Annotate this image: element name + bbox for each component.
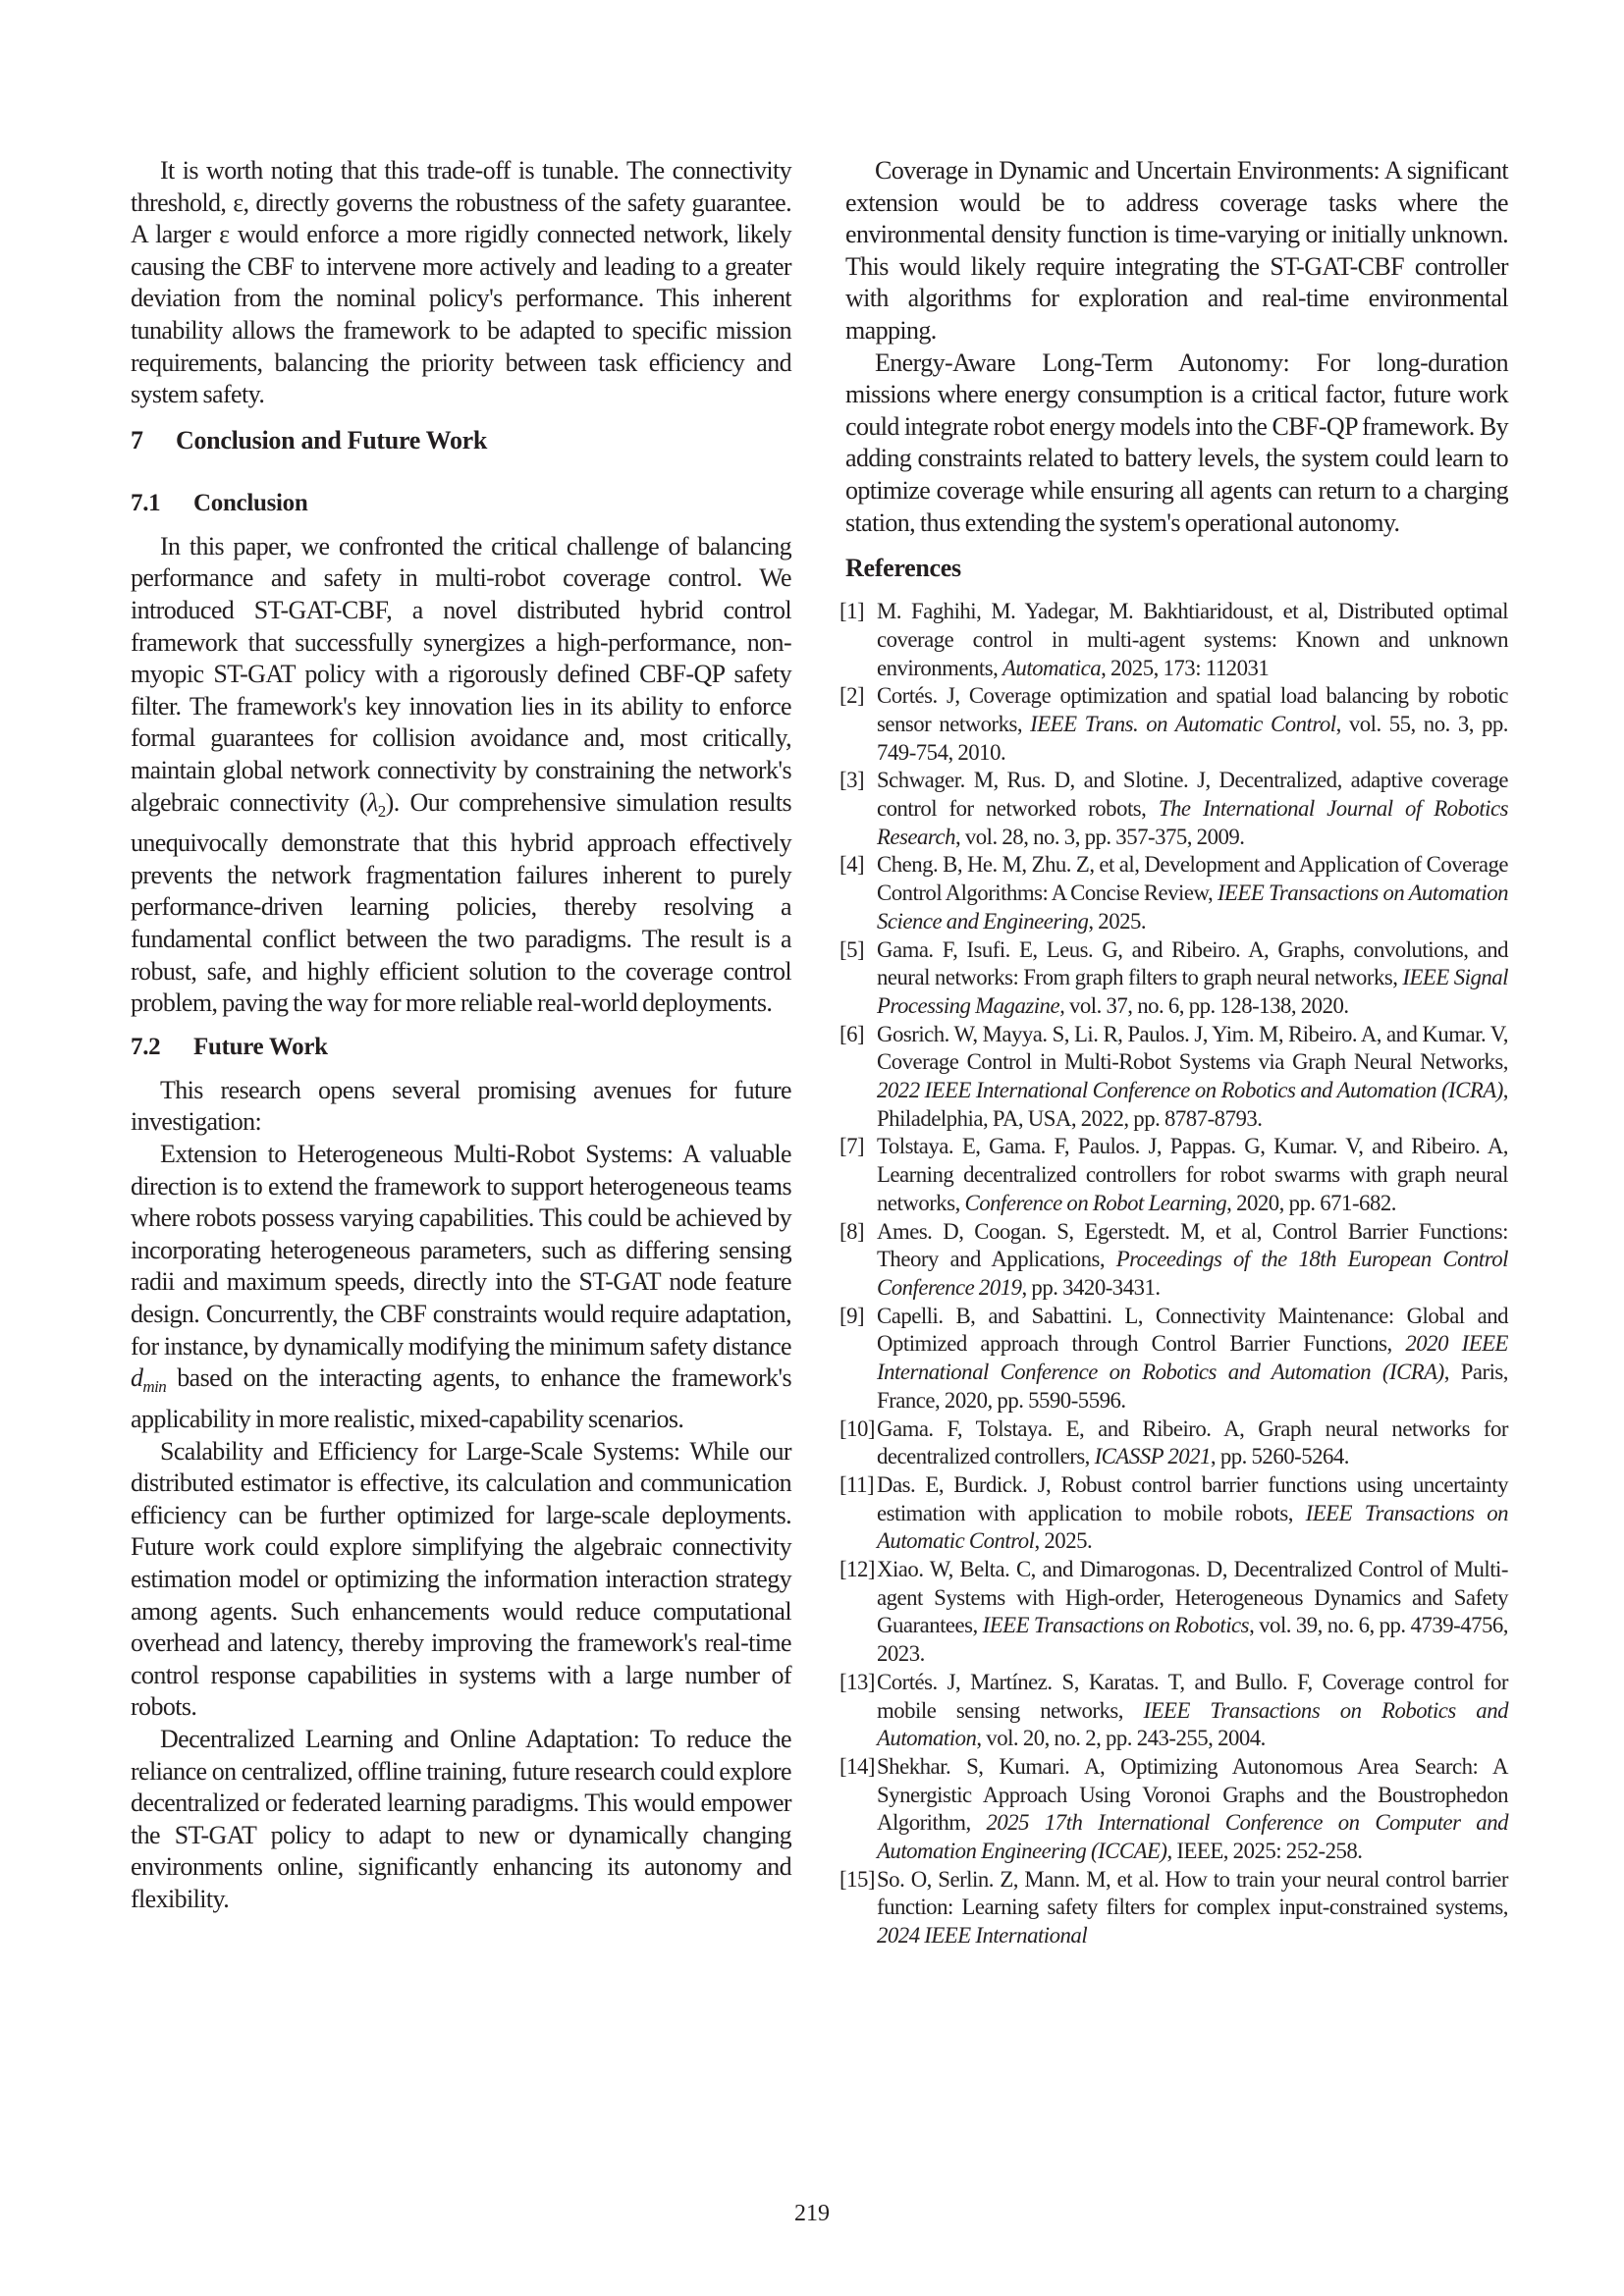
reference-number: [3] <box>839 768 865 793</box>
reference-authors-title: So. O, Serlin. Z, Mann. M, et al. How to train your neural control barrier function: Learning safety filters for complex input-constrained systems, <box>877 1866 1508 1920</box>
reference-authors-title: Gosrich. W, Mayya. S, Li. R, Paulos. J, Yim. M, Ribeiro. A, and Kumar. V, Coverage Control in Multi-Robot Systems via Graph Neural Networks, <box>877 1021 1508 1075</box>
reference-item <box>839 1218 1508 1303</box>
reference-number: [8] <box>839 1218 865 1244</box>
reference-item <box>839 767 1508 851</box>
heterogeneous-text-part-1: Extension to Heterogeneous Multi-Robot Systems: A valuable direction is to extend the framework to support heterogeneous teams where robots possess varying capabilities. This could be achieved by incorporating heterogeneous parameters, such as differing sensing radii and maximum speeds, directly into the ST-GAT node feature design. Concurrently, the CBF constraints would require adaptation, for instance, by dynamically modifying the minimum safety distance <box>131 1140 791 1361</box>
reference-venue: IEEE Transactions on Automatic Control <box>877 1500 1508 1554</box>
reference-details: , 2025, 173: 112031 <box>1101 655 1270 680</box>
reference-number: [10] <box>839 1415 875 1441</box>
reference-text <box>877 1669 1508 1753</box>
reference-authors-title: Tolstaya. E, Gama. F, Paulos. J, Pappas. G, Kumar. V, and Ribeiro. A, Learning decentralized controllers for robot swarms with graph neural networks, <box>877 1134 1508 1215</box>
reference-item <box>839 1303 1508 1415</box>
conclusion-text-part-1: In this paper, we confronted the critical challenge of balancing performance and safety in multi-robot coverage control. We introduced ST-GAT-CBF, a novel distributed hybrid control framework that successfully synergizes a high-performance, non-myopic ST-GAT policy with a rigorously defined CBF-QP safety filter. The framework's key innovation lies in its ability to enforce formal guarantees for collision avoidance and, most critically, maintain global network connectivity by constraining the network's algebraic connectivity ( <box>131 531 791 817</box>
reference-authors-title: M. Faghihi, M. Yadegar, M. Bakhtiaridoust, et al, Distributed optimal coverage control in multi-agent systems: Known and unknown environments, <box>877 599 1508 680</box>
reference-text <box>877 1471 1508 1556</box>
reference-venue: The International Journal of Robotics Research <box>877 796 1508 849</box>
reference-number: [12] <box>839 1557 875 1582</box>
reference-number: [1] <box>839 599 865 624</box>
reference-details: , pp. 5260-5264. <box>1210 1444 1349 1469</box>
reference-number: [15] <box>839 1866 875 1892</box>
dmin-symbol: d <box>131 1363 143 1393</box>
section-7-heading <box>131 425 791 482</box>
reference-venue: 2024 IEEE International <box>877 1923 1088 1949</box>
subsection-title: Future Work <box>193 1033 328 1060</box>
reference-text <box>877 1556 1508 1669</box>
reference-details: , 2025. <box>1088 908 1147 934</box>
reference-number: [2] <box>839 683 865 709</box>
reference-text <box>877 1218 1508 1303</box>
reference-venue: Automatica <box>1002 655 1102 680</box>
page-number: 219 <box>794 2201 830 2226</box>
subsection-number: 7.1 <box>131 489 161 516</box>
reference-venue: Conference on Robot Learning <box>964 1190 1227 1215</box>
reference-item <box>839 598 1508 682</box>
reference-text <box>877 1133 1508 1217</box>
reference-venue: Proceedings of the 18th European Control Conference 2019 <box>877 1247 1508 1300</box>
reference-text <box>877 1021 1508 1134</box>
reference-item <box>839 851 1508 935</box>
section-title: Conclusion and Future Work <box>176 425 488 454</box>
lambda-symbol: λ <box>367 787 378 817</box>
reference-details: , vol. 28, no. 3, pp. 357-375, 2009. <box>954 824 1245 849</box>
reference-details: , Paris, France, 2020, pp. 5590-5596. <box>877 1360 1508 1413</box>
reference-venue: IEEE Transactions on Automation Science and Engineering <box>877 881 1508 934</box>
future-work-intro: This research opens several promising avenues for future investigation: <box>131 1075 791 1137</box>
dynamic-environments-paragraph: Coverage in Dynamic and Uncertain Environments: A significant extension would be to address coverage tasks where the environmental density function is time-varying or initially unknown. This would likely require integrating the ST-GAT-CBF controller with algorithms for exploration and real-time environmental mapping. <box>845 156 1508 345</box>
reference-authors-title: Gama. F, Isufi. E, Leus. G, and Ribeiro. A, Graphs, convolutions, and neural networks: From graph filters to graph neural networks, <box>877 936 1508 990</box>
reference-text <box>877 598 1508 682</box>
reference-details: , Philadelphia, PA, USA, 2022, pp. 8787-8793. <box>877 1078 1508 1131</box>
reference-number: [4] <box>839 852 865 878</box>
reference-item <box>839 936 1508 1021</box>
section-number: 7 <box>131 425 143 454</box>
heterogeneous-text-part-2: based on the interacting agents, to enhance the framework's applicability in more realistic, mixed-capability scenarios. <box>131 1363 791 1433</box>
reference-authors-title: Ames. D, Coogan. S, Egerstedt. M, et al, Control Barrier Functions: Theory and Applications, <box>877 1218 1508 1272</box>
reference-venue: IEEE Trans. on Automatic Control <box>1030 711 1336 736</box>
reference-details: , IEEE, 2025: 252-258. <box>1166 1839 1363 1864</box>
reference-item <box>839 1021 1508 1134</box>
reference-details: vol. 37, no. 6, pp. 128-138, 2020. <box>1064 992 1349 1018</box>
conclusion-paragraph <box>131 531 791 1020</box>
reference-venue: IEEE Transactions on Robotics <box>982 1613 1250 1638</box>
reference-item <box>839 1556 1508 1669</box>
conclusion-text-part-2: ). Our comprehensive simulation results unequivocally demonstrate that this hybrid approach effectively prevents the network fragmentation failures inherent to purely performance-driven learning policies, thereby resolving a fundamental conflict between the two paradigms. The result is a robust, safe, and highly efficient solution to the coverage control problem, paving the way for more reliable real-world deployments. <box>131 787 791 1018</box>
reference-number: [11] <box>839 1471 875 1497</box>
reference-item <box>839 1471 1508 1556</box>
reference-authors-title: Cortés. J, Coverage optimization and spatial load balancing by robotic sensor networks, <box>877 683 1508 736</box>
reference-number: [9] <box>839 1303 865 1328</box>
subsection-number: 7.2 <box>131 1033 161 1060</box>
reference-venue: 2025 17th International Conference on Computer and Automation Engineering (ICCAE) <box>877 1810 1508 1864</box>
reference-item <box>839 1415 1508 1471</box>
scalability-paragraph: Scalability and Efficiency for Large-Scale Systems: While our distributed estimator is effective, its calculation and communication efficiency can be further optimized for large-scale deployments. Future work could explore simplifying the algebraic connectivity estimation model or optimizing the information interaction strategy among agents. Such enhancements would reduce computational overhead and latency, thereby improving the framework's real-time control response capabilities in systems with a large number of robots. <box>131 1436 791 1722</box>
reference-details: , 2025. <box>1034 1528 1093 1554</box>
reference-list <box>839 598 1509 1950</box>
reference-venue: 2020 IEEE International Conference on Robotics and Automation (ICRA) <box>877 1331 1508 1385</box>
reference-authors-title: Cortés. J, Martínez. S, Karatas. T, and Bullo. F, Coverage control for mobile sensing networks, <box>877 1669 1508 1723</box>
reference-item <box>839 1669 1509 1753</box>
left-column <box>131 155 791 1915</box>
reference-item <box>839 1753 1508 1866</box>
decentralized-paragraph: Decentralized Learning and Online Adaptation: To reduce the reliance on centralized, offline training, future research could explore decentralized or federated learning paradigms. This would empower the ST-GAT policy to adapt to new or dynamically changing environments online, significantly enhancing its autonomy and flexibility. <box>131 1724 791 1913</box>
subsection-title: Conclusion <box>193 489 308 516</box>
tradeoff-paragraph: It is worth noting that this trade-off is tunable. The connectivity threshold, ε, directly governs the robustness of the safety guarantee. A larger ε would enforce a more rigidly connected network, likely causing the CBF to intervene more actively and leading to a greater deviation from the nominal policy's performance. This inherent tunability allows the framework to be adapted to specific mission requirements, balancing the priority between task efficiency and system safety. <box>131 156 791 409</box>
reference-item <box>839 1133 1508 1217</box>
reference-item <box>839 682 1508 767</box>
reference-details: , vol. 20, no. 2, pp. 243-255, 2004. <box>976 1726 1266 1751</box>
reference-text <box>877 1753 1508 1866</box>
reference-text <box>877 1303 1508 1415</box>
references-heading: References <box>845 554 961 583</box>
reference-venue: ICASSP 2021 <box>1094 1444 1211 1469</box>
reference-item <box>839 1866 1508 1950</box>
reference-details: , vol. 39, no. 6, pp. 4739-4756, 2023. <box>877 1613 1508 1667</box>
reference-venue: IEEE Signal Processing Magazine, <box>877 965 1508 1018</box>
reference-venue: 2022 IEEE International Conference on Robotics and Automation (ICRA) <box>877 1078 1503 1103</box>
reference-venue: IEEE Transactions on Robotics and Automation <box>877 1697 1509 1751</box>
reference-text <box>877 767 1508 851</box>
reference-authors-title: Shekhar. S, Kumari. A, Optimizing Autonomous Area Search: A Synergistic Approach Using Voronoi Graphs and the Boustrophedon Algorithm, <box>877 1753 1508 1836</box>
reference-authors-title: Das. E, Burdick. J, Robust control barrier functions using uncertainty estimation with application to mobile robots, <box>877 1471 1508 1525</box>
reference-authors-title: Xiao. W, Belta. C, and Dimarogonas. D, Decentralized Control of Multi-agent Systems with High-order, Heterogeneous Dynamics and Safety Guarantees, <box>877 1557 1508 1638</box>
reference-text <box>877 851 1508 935</box>
reference-number: [6] <box>839 1021 865 1046</box>
reference-number: [14] <box>839 1753 875 1779</box>
reference-number: [5] <box>839 936 865 962</box>
energy-aware-paragraph: Energy-Aware Long-Term Autonomy: For long-duration missions where energy consumption is a critical factor, future work could integrate robot energy models into the CBF-QP framework. By adding constraints related to battery levels, the system could learn to optimize coverage while ensuring all agents can return to a charging station, thus extending the system's operational autonomy. <box>845 347 1508 537</box>
reference-text <box>877 936 1508 1021</box>
heterogeneous-paragraph <box>131 1139 791 1436</box>
reference-authors-title: Cheng. B, He. M, Zhu. Z, et al, Development and Application of Coverage Control Algorithms: A Concise Review, <box>877 852 1508 906</box>
reference-text <box>877 682 1508 767</box>
reference-authors-title: Gama. F, Tolstaya. E, and Ribeiro. A, Graph neural networks for decentralized controllers, <box>877 1415 1508 1469</box>
dmin-subscript: min <box>142 1377 167 1397</box>
reference-details: , 2020, pp. 671-682. <box>1226 1190 1396 1215</box>
reference-number: [13] <box>839 1669 875 1694</box>
section-7-1-heading <box>131 488 791 531</box>
reference-details: , pp. 3420-3431. <box>1021 1275 1161 1300</box>
reference-authors-title: Capelli. B, and Sabattini. L, Connectivity Maintenance: Global and Optimized approach through Control Barrier Functions, <box>877 1303 1508 1357</box>
right-column <box>839 155 1509 1950</box>
reference-details: , vol. 55, no. 3, pp. 749-754, 2010. <box>877 711 1508 765</box>
section-7-2-heading <box>131 1032 791 1075</box>
lambda-subscript: 2 <box>377 801 386 821</box>
reference-text <box>877 1866 1508 1950</box>
reference-text <box>877 1415 1508 1471</box>
reference-authors-title: Schwager. M, Rus. D, and Slotine. J, Decentralized, adaptive coverage control for networked robots, <box>877 768 1508 822</box>
reference-number: [7] <box>839 1134 865 1159</box>
